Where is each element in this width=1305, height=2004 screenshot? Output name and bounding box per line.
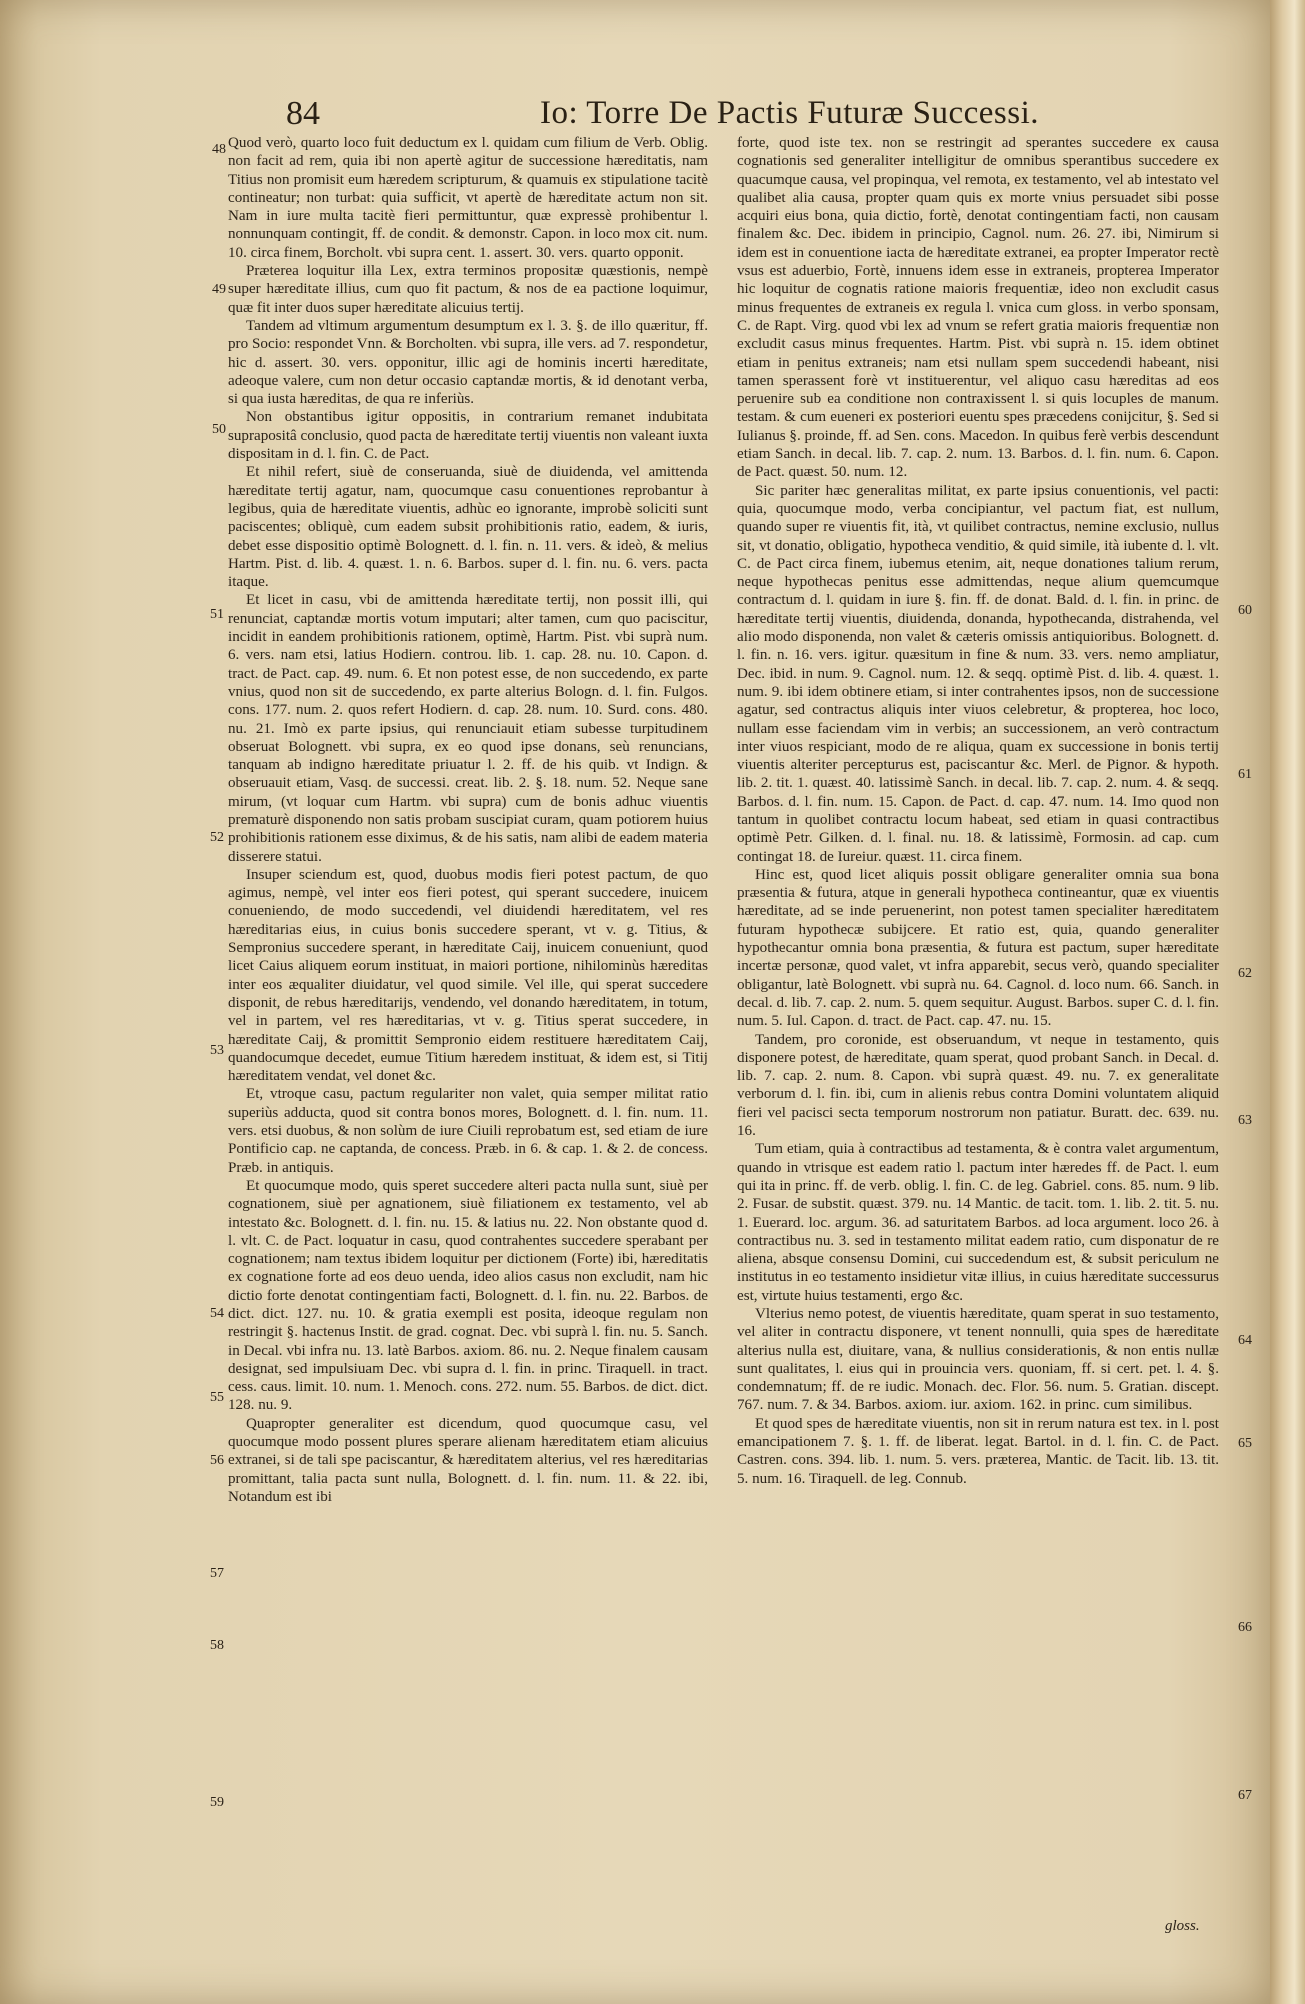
marginal-number: 50	[212, 422, 226, 437]
left-column	[228, 134, 708, 1924]
paragraph: Non obstantibus igitur oppositis, in contrarium remanet indubitata suprapositâ conclusio, quod pacta de hæreditate tertij viuentis non valeant iuxta dispositam in d. l. fin. C. de Pact.	[228, 409, 708, 463]
marginal-number: 61	[1238, 767, 1252, 782]
paragraph: Quapropter generaliter est dicendum, quod quocumque casu, vel quocumque modo possent plures sperare alienam hæreditatem etiam alicuius extranei, si de tali spe paciscantur, & hæreditatem alterius, vel res hæreditarias promittant, talia pacta sunt nulla, Bolognett. d. l. fin. num. 11. & 22. ibi, Notandum est ibi	[228, 1415, 708, 1505]
marginal-number: 63	[1238, 1113, 1252, 1128]
paragraph: Tandem ad vltimum argumentum desumptum ex l. 3. §. de illo quæritur, ff. pro Socio: respondet Vnn. & Borcholten. vbi supra, ille vers. ad 7. respondetur, hic d. assert. 30. vers. opponitur, illic agi de hominis incerti hæreditate, adeoque valere, cum non detur occasio captandæ mortis, & id denotant verba, si qua iusta hæreditas, de qua re inferiùs.	[228, 317, 708, 408]
marginal-number: 62	[1238, 966, 1252, 981]
paragraph: Quod verò, quarto loco fuit deductum ex l. quidam cum filium de Verb. Oblig. non facit ad rem, quia ibi non apertè agitur de successione hæreditatis, nam Titius non promisit eum hæredem scripturum, & quamuis ex stipulatione tacitè contineatur; non turbat: quia sufficit, vt apertè de hæreditate actum non sit. Nam in iure multa tacitè fieri permittuntur, quæ expressè prohibentur l. nonnunquam contingit, ff. de condit. & demonstr. Capon. in loco mox cit. num. 10. circa finem, Borcholt. vbi supra cent. 1. assert. 30. vers. quarto opponit.	[228, 135, 708, 261]
marginal-number: 58	[210, 1638, 224, 1653]
paragraph: Et quod spes de hæreditate viuentis, non sit in rerum natura est tex. in l. post emancipationem 7. §. 1. ff. de liberat. legat. Bartol. in d. l. fin. C. de Pact. Castren. cons. 394. lib. 1. num. 5. vers. præterea, Mantic. de Tacit. lib. 13. tit. 5. num. 16. Tiraquell. de leg. Connub.	[737, 1415, 1219, 1487]
marginal-number: 57	[210, 1566, 224, 1581]
marginal-number: 55	[210, 1390, 224, 1405]
running-title: Io: Torre De Pactis Futuræ Successi.	[540, 95, 1040, 131]
marginal-number: 52	[210, 830, 224, 845]
paragraph: Sic pariter hæc generalitas militat, ex parte ipsius conuentionis, vel pacti: quia, quocumque modo, verba concipiantur, vel pactum fiat, est nullum, quando super re viuentis fit, ità, vt quilibet contractus, nemine exclusio, nullus sit, vt donatio, obligatio, hypotheca venditio, & quid simile, ità iubente d. l. vlt. C. de Pact circa finem, iubemus etenim, ait, neque donationes talium rerum, neque hypothecas penitus esse admittendas, neque alium quemcumque contractum d. l. quidam in iure §. fin. ff. de donat. Bald. d. l. fin. in princ. de hæreditate tertij viuentis, diuidenda, donanda, hypothecanda, distrahenda, vel alio modo disponenda, non valet & cæteris omissis antiquioribus. Bolognett. d. l. fin. n. 16. vers. igitur. quæsitum in fine & num. 33. vers. nemo ampliatur, Dec. ibid. in num. 9. Cagnol. num. 12. & seqq. optimè Pist. d. lib. 4. quæst. 1. num. 9. ibi idem obtinere etiam, si inter contrahentes ipsos, non de successione agatur, sed contractus aliquis inter viuos celebretur, & propterea, hoc loco, nullam esse faciendam vim in verbis; an successionem, an verò contractum inter viuos respiciant, modo de re aliqua, quam ex successione in bonis tertij viuentis alteriter percepturus est, paciscantur &c. Merl. de Pignor. & hypoth. lib. 2. tit. 1. quæst. 40. latissimè Sanch. in decal. lib. 7. cap. 2. num. 4. & seqq. Barbos. d. l. fin. num. 15. Capon. de Pact. d. cap. 47. num. 14. Imo quod non tantum in quolibet contractu locum habeat, sed etiam in quasi contractibus optimè Petr. Gilken. d. l. final. nu. 18. & latissimè, Formosin. ad cap. cum contingat 18. de Iureiur. quæst. 11. circa finem.	[737, 482, 1219, 865]
marginal-number: 54	[210, 1306, 224, 1321]
paragraph: Et nihil refert, siuè de conseruanda, siuè de diuidenda, vel amittenda hæreditate tertij agatur, nam, quocumque casu conuentiones reprobantur à legibus, quia de hæreditate viuentis, adhùc eo ignorante, improbè soliciti sunt paciscentes; obliquè, cum eadem subsit prohibitionis ratio, eadem, & iuris, debet esse dispositio optimè Bolognett. d. l. fin. n. 11. vers. & ideò, & melius Hartm. Pist. d. lib. 4. quæst. 1. n. 6. Barbos. super d. l. fin. nu. 6. vers. pacta itaque.	[228, 464, 708, 591]
marginal-number: 64	[1238, 1333, 1252, 1348]
marginal-number: 67	[1238, 1788, 1252, 1803]
marginal-number: 65	[1238, 1436, 1252, 1451]
page-edge	[1270, 0, 1305, 2004]
paragraph: forte, quod iste tex. non se restringit ad sperantes succedere ex causa cognationis sed generaliter intelligitur de omnibus sperantibus succedere ex quacumque causa, vel propinqua, vel remota, ex testamento, vel ab intestato vel qualibet alia causa, propter quam quis ex morte vnius persuadet sibi posse acquiri eius bona, quia dictio, fortè, denotat contingentiam facti, non causam finalem &c. Dec. ibidem in principio, Cagnol. num. 26. 27. ibi, Nimirum si idem est in conuentione iacta de hæreditate extranei, ea propter Imperator rectè vsus est aduerbio, Fortè, innuens idem esse in extraneis, propterea Imperator hic loquitur de cognatis ratione maioris frequentiæ, ideo non excludit casus minus frequentes de extraneis ex regula l. vnica cum gloss. in verbo sponsam, C. de Rapt. Virg. quod vbi lex ad vnum se refert gratia maioris frequentiæ non excludit casus minus frequentes. Hartm. Pist. vbi suprà n. 15. idem obtinet etiam in penitus extraneis; nam etsi nullam spem succedendi habeant, nisi tamen sperassent forè vt instituerentur, vel aliquo casu hæreditas ad eos peruenire sub ea conditione non contraxissent l. si quis locuples de manum. testam. & cum eueneri ex posteriori euentu spes præcedens conijcitur, §. Sed si Iulianus §. proinde, ff. ad Sen. cons. Macedon. In quibus ferè verbis descendunt etiam Sanch. in decal. lib. 7. cap. 2. num. 13. Barbos. d. l. fin. num. 6. Capon. de Pact. quæst. 50. num. 12.	[737, 135, 1219, 481]
paragraph: Tum etiam, quia à contractibus ad testamenta, & è contra valet argumentum, quando in vtrisque est eadem ratio l. pactum inter hæredes ff. de Pact. l. eum qui ita in princ. ff. de verb. oblig. l. fin. C. de leg. Gabriel. cons. 85. num. 9 lib. 2. Fusar. de substit. quæst. 379. nu. 14 Mantic. de tacit. tom. 1. lib. 2. tit. 5. nu. 1. Euerard. loc. argum. 36. ad saturitatem Barbos. ad loca argument. loco 26. à contractibus nu. 3. sed in testamento militat eadem ratio, cum disponatur de re aliena, absque consensu Domini, cui succedendum est, & subsit periculum ne institutus in eo testamento insidietur vitæ illius, in cuius hæreditate successurus est, virtute huius testamenti, ergo &c.	[737, 1141, 1219, 1304]
right-column	[737, 134, 1219, 1924]
marginal-number: 53	[210, 1043, 224, 1058]
paragraph: Et quocumque modo, quis speret succedere alteri pacta nulla sunt, siuè per cognationem, siuè per agnationem, siuè filiationem ex testamento, vel ab intestato &c. Bolognett. d. l. fin. nu. 15. & latius nu. 22. Non obstante quod d. l. vlt. C. de Pact. loquatur in casu, quod contrahentes succedere sperabant per cognationem; nam textus ibidem loquitur per dictionem (Forte) ibi, hæreditatis ex cognatione forte ad eos deuo uenda, ideo alios casus non excludit, nam hic dictio forte denotat contingentiam facti, Bolognett. d. l. fin. nu. 22. Barbos. de dict. dict. 127. nu. 10. & gratia exempli est posita, ideoque regulam non restringit §. hactenus Instit. de grad. cognat. Dec. vbi suprà l. fin. nu. 5. Sanch. in Decal. vbi infra nu. 13. latè Barbos. axiom. 86. nu. 2. Neque finalem causam designat, sed impulsiuam Dec. vbi supra d. l. fin. in princ. Tiraquell. in tract. cess. caus. limit. 10. num. 1. Menoch. cons. 272. num. 55. Barbos. de dict. dict. 128. nu. 9.	[228, 1177, 708, 1414]
marginal-number: 48	[212, 142, 226, 157]
paragraph: Præterea loquitur illa Lex, extra terminos propositæ quæstionis, nempè super hæreditate illius, cum quo fit pactum, & nos de ea pactione loquimur, quæ fit inter duos super hæreditate alicuius tertij.	[228, 263, 708, 316]
catchword: gloss.	[1165, 1918, 1200, 1934]
marginal-number: 56	[210, 1453, 224, 1468]
paragraph: Et, vtroque casu, pactum regulariter non valet, quia semper militat ratio superiùs adducta, quod sit contra bonos mores, Bolognett. d. l. fin. num. 11. vers. etsi duobus, & non solùm de iure Ciuili reprobatum est, sed etiam de iure Pontificio cap. ne captanda, de concess. Præb. in 6. & cap. 1. & 2. de concess. Præb. in antiquis.	[228, 1086, 708, 1176]
marginal-number: 49	[212, 282, 226, 297]
marginal-number: 60	[1238, 603, 1252, 618]
paragraph: Et licet in casu, vbi de amittenda hæreditate tertij, non possit illi, qui renunciat, captandæ mortis votum imputari; alter tamen, cum quo paciscitur, incidit in eandem prohibitionis rationem, optimè, Hartm. Pist. vbi suprà num. 6. vers. nam etsi, latius Hodiern. controu. lib. 1. cap. 28. nu. 10. Capon. d. tract. de Pact. cap. 49. num. 6. Et non potest esse, de non succedendo, ex parte vnius, quod non sit de succedendo, ex parte alterius Bologn. d. l. fin. Fulgos. cons. 177. num. 2. quos refert Hodiern. d. cap. 28. num. 10. Surd. cons. 480. nu. 21. Imò ex parte ipsius, qui renunciauit etiam subesse turpitudinem obseruat Bolognett. vbi supra, ex eo quod ipse donans, seù renuncians, tanquam ab indigno hæreditate priuatur l. 2. ff. de his quib. vt Indign. & obseruauit etiam, Vasq. de successi. creat. lib. 2. §. 18. num. 52. Neque sane mirum, (vt loquar cum Hartm. vbi supra) cum de bonis adhuc viuentis prematurè disponendo non satis probam suscipiat curam, quam potiorem huius prohibitionis rationem esse diximus, & de his satis, nam alibi de eadem materia disserere statui.	[228, 592, 708, 865]
paragraph: Tandem, pro coronide, est obseruandum, vt neque in testamento, quis disponere potest, de hæreditate, quam sperat, quod probant Sanch. in Decal. d. lib. 7. cap. 2. num. 8. Capon. vbi suprà quæst. 49. nu. 7. ex generalitate verborum d. l. fin. ibi, cum in alienis rebus contra Domini voluntatem aliquid fieri vel pacisci secta temporum nostrorum non patiatur. Buratt. dec. 639. nu. 16.	[737, 1031, 1219, 1140]
paragraph: Insuper sciendum est, quod, duobus modis fieri potest pactum, de quo agimus, nempè, vel inter eos fieri potest, qui sperant succedere, inuicem conueniendo, de modo succedendi, vel diuidendi hæreditatem, vel res hæreditarias eius, in cuius bonis succedere sperant, vt v. g. Titius, & Sempronius succedere sperant, in hæreditate Caij, inuicem conueniunt, quod licet Caius aliquem eorum instituat, in maiori portione, nihilominùs hæreditas inter eos æqualiter diuidatur, vel quod simile. Vel ille, qui sperat succedere disponit, de rebus hæreditarijs, vendendo, vel donando hæreditatem, in totum, vel in partem, vel res hæreditarias, vt v. g. Titius sperat succedere, in hæreditate Caij, & promittit Sempronio eidem restituere hæreditatem Caij, quandocumque decedet, eumue Titium hæredem instituat, & idem est, si Titij hæreditatem vendat, vel donet &c.	[228, 866, 708, 1085]
marginal-number: 59	[210, 1795, 224, 1810]
paragraph: Hinc est, quod licet aliquis possit obligare generaliter omnia sua bona præsentia & futura, atque in generali hypotheca contineantur, quæ ex viuentis hæreditate, ad se inde peruenerint, non potest tamen specialiter hæreditatem futuram hypothecæ subijcere. Et ratio est, quia, quando generaliter hypothecantur omnia bona præsentia, & futura est pactum, super hæreditate incertæ personæ, quod valet, vt infra apparebit, secus verò, quando specialiter obligantur, latè Bolognett. vbi suprà nu. 64. Cagnol. d. loco num. 66. Sanch. in decal. d. lib. 7. cap. 2. num. 5. quem sequitur. August. Barbos. super C. d. l. fin. num. 5. Iul. Capon. d. tract. de Pact. cap. 47. nu. 15.	[737, 866, 1219, 1030]
page-number: 84	[286, 95, 320, 132]
paragraph: Vlterius nemo potest, de viuentis hæreditate, quam sperat in suo testamento, vel aliter in contractu disponere, vt tenent nonnulli, quia spes de hæreditate alterius nulla est, diuitare, vana, & nullius considerationis, & non entis nullæ sunt qualitates, l. eius qui in prouincia vers. quoniam, ff. si cert. pet. l. 4. §. condemnatum; ff. de re iudic. Monach. dec. Flor. 56. num. 5. Gratian. discept. 767. num. 7. & 34. Barbos. axiom. iur. axiom. 162. in princ. cum similibus.	[737, 1306, 1219, 1414]
marginal-number: 66	[1238, 1620, 1252, 1635]
marginal-number: 51	[210, 607, 224, 622]
